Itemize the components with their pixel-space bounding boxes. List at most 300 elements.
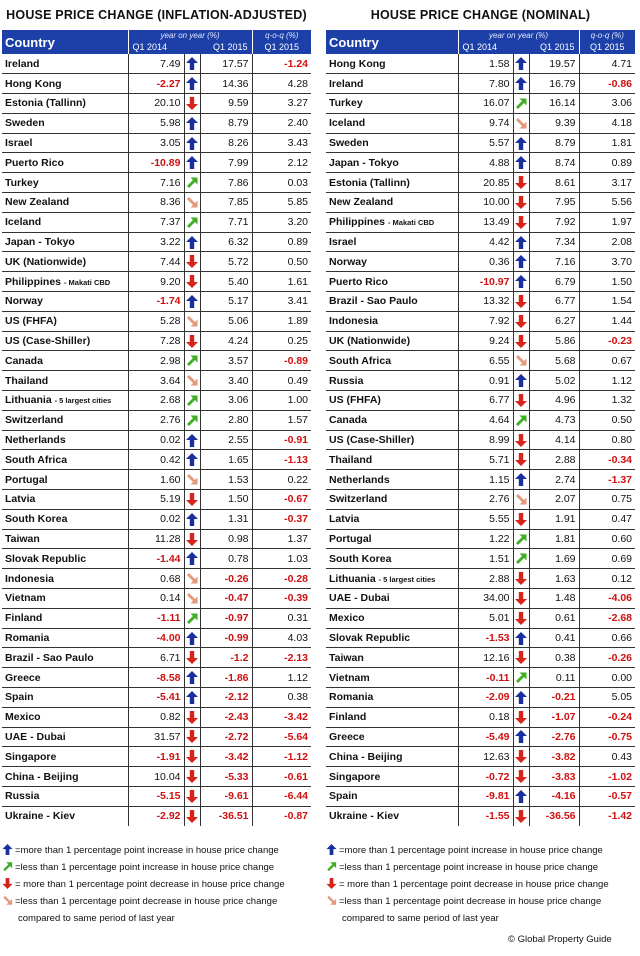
table-row [2,727,311,747]
country-cell [326,292,458,312]
table-row [326,490,635,510]
country-name: Lithuania [329,572,376,585]
q1-2014-cell: 3.22 [128,232,184,252]
change-arrow-cell [184,292,200,312]
qoq-cell: 3.70 [579,252,635,272]
down-big-arrow-icon [515,216,527,229]
change-arrow-cell [184,707,200,727]
table-row [2,410,311,430]
q1-2015-cell: 1.91 [529,509,579,529]
qoq-cell: 0.38 [252,688,311,708]
legend-text: =less than 1 percentage point increase in house price change [339,862,599,873]
q1-2014-cell: 5.57 [458,133,513,153]
change-arrow-cell [513,747,529,767]
change-arrow-cell [184,450,200,470]
country-cell [326,173,458,193]
country-cell [2,470,128,490]
q1-2015-cell: 6.79 [529,272,579,292]
legend-item [2,859,312,876]
up-big-arrow-icon [186,77,198,90]
country-cell [326,252,458,272]
qoq-cell: 0.50 [579,410,635,430]
qoq-label: q-o-q (%) [265,31,299,40]
country-header: Country [326,30,458,54]
table-row [326,212,635,232]
country-name: South Africa [5,453,68,466]
legend-note: compared to same period of last year [18,913,175,924]
country-header: Country [2,30,128,54]
qoq-cell: 1.44 [579,311,635,331]
change-arrow-cell [513,450,529,470]
q1-2014-cell: 0.36 [458,252,513,272]
change-arrow-cell [184,688,200,708]
q1-2015-cell: -0.21 [529,688,579,708]
country-cell [2,767,128,787]
q1-2015-cell: 7.34 [529,232,579,252]
country-name: China - Beijing [329,750,403,763]
table-row [2,252,311,272]
country-name: UK (Nationwide) [329,335,411,348]
country-cell [326,589,458,609]
country-name: Latvia [329,513,360,526]
up-big-arrow-icon [515,255,527,268]
down-small-arrow-icon [2,895,13,906]
table-row [2,648,311,668]
up-big-arrow-icon [186,632,198,645]
table-row [2,786,311,806]
up-big-arrow-icon [2,844,13,855]
q1-2015-cell: -2.43 [200,707,252,727]
change-arrow-cell [184,272,200,292]
table-row [326,767,635,787]
country-name: Norway [329,255,367,268]
change-arrow-cell [513,470,529,490]
down-big-arrow-icon [515,810,527,823]
q1-2015-header: Q1 2015 [539,42,575,52]
nominal-panel [326,0,635,826]
q1-2014-cell: -1.55 [458,806,513,826]
country-cell [326,153,458,173]
q1-2014-cell: 2.76 [128,410,184,430]
q1-2015-cell: 1.69 [529,549,579,569]
up-big-arrow-icon [186,156,198,169]
down-big-arrow-icon [186,730,198,743]
qoq-cell: 3.20 [252,212,311,232]
left-table-title: HOUSE PRICE CHANGE (INFLATION-ADJUSTED) [6,8,307,22]
qoq-cell: 0.49 [252,371,311,391]
country-cell [2,648,128,668]
country-name: Philippines [5,275,62,288]
country-name: Slovak Republic [329,632,411,644]
q1-2014-cell: 1.51 [458,549,513,569]
q1-2014-cell: -4.00 [128,628,184,648]
q1-2014-cell: 8.99 [458,430,513,450]
qoq-cell: 2.12 [252,153,311,173]
country-cell [326,509,458,529]
country-name: Sweden [329,137,369,150]
legend-text: =more than 1 percentage point increase in house price change [15,845,279,856]
table-row [2,430,311,450]
qoq-cell: 1.12 [579,371,635,391]
country-name: Puerto Rico [5,156,64,169]
change-arrow-cell [513,668,529,688]
country-cell [326,371,458,391]
change-arrow-cell [513,54,529,74]
qoq-cell: 0.67 [579,351,635,371]
q1-2015-cell: 5.02 [529,371,579,391]
down-big-arrow-icon [515,612,527,625]
table-row [326,193,635,213]
table-row [2,767,311,787]
country-cell [326,490,458,510]
q1-2014-cell: 9.20 [128,272,184,292]
q1-2014-cell: -0.72 [458,767,513,787]
right-table-title: HOUSE PRICE CHANGE (NOMINAL) [370,8,591,22]
change-arrow-cell [184,529,200,549]
q1-2014-header: Q1 2014 [132,42,168,52]
change-arrow-cell [513,311,529,331]
down-small-arrow-icon [515,117,527,130]
up-big-arrow-icon [186,434,198,447]
q1-2014-cell: 0.42 [128,450,184,470]
country-cell [326,608,458,628]
up-small-arrow-icon [186,176,198,189]
qoq-cell: -1.13 [252,450,311,470]
qoq-cell: 1.12 [252,668,311,688]
change-arrow-cell [184,767,200,787]
country-name: Vietnam [329,671,370,684]
q1-2015-cell: 8.74 [529,153,579,173]
q1-2014-cell: 1.15 [458,470,513,490]
inflation-adjusted-table [2,30,311,826]
down-big-arrow-icon [515,196,527,209]
q1-2014-cell: 10.00 [458,193,513,213]
q1-2014-cell: 13.49 [458,212,513,232]
up-big-arrow-icon [515,374,527,387]
country-cell [2,410,128,430]
qoq-cell: 0.50 [252,252,311,272]
country-name: Hong Kong [5,77,62,90]
q1-2015-cell: -5.33 [200,767,252,787]
table-row [2,628,311,648]
change-arrow-cell [184,490,200,510]
country-cell [326,786,458,806]
country-cell [326,410,458,430]
q1-2015-cell: 3.06 [200,391,252,411]
qoq-cell: -3.42 [252,707,311,727]
up-big-arrow-icon [515,236,527,249]
q1-2014-cell: -1.91 [128,747,184,767]
q1-2015-cell: 4.73 [529,410,579,430]
q1-2014-cell: -2.27 [128,74,184,94]
change-arrow-cell [184,371,200,391]
down-big-arrow-icon [515,394,527,407]
country-cell [2,806,128,826]
down-big-arrow-icon [515,335,527,348]
qoq-cell: -1.12 [252,747,311,767]
q1-2015-cell: 2.07 [529,490,579,510]
down-small-arrow-icon [186,572,198,585]
change-arrow-cell [184,94,200,114]
change-arrow-cell [184,193,200,213]
table-row [2,490,311,510]
country-name: Indonesia [329,315,379,328]
table-row [326,74,635,94]
country-name: US (Case-Shiller) [329,434,415,447]
qoq-cell: 1.61 [252,272,311,292]
change-arrow-cell [513,589,529,609]
change-arrow-cell [184,311,200,331]
q1-2015-cell: -2.76 [529,727,579,747]
credit [508,934,612,945]
qoq-cell: 4.28 [252,74,311,94]
qoq-cell: -0.28 [252,569,311,589]
country-cell [326,470,458,490]
q1-2015-cell: 0.38 [529,648,579,668]
change-arrow-cell [513,272,529,292]
country-name: Lithuania [5,394,52,407]
q1-2014-cell: 12.63 [458,747,513,767]
country-cell [2,786,128,806]
qoq-cell: 2.40 [252,113,311,133]
country-cell [326,450,458,470]
qoq-cell: -0.57 [579,786,635,806]
qoq-period-header: Q1 2015 [264,42,300,52]
q1-2014-cell: 4.88 [458,153,513,173]
table-row [326,786,635,806]
q1-2015-cell: 8.79 [529,133,579,153]
change-arrow-cell [513,549,529,569]
down-big-arrow-icon [515,711,527,724]
country-note: - Makati CBD [387,218,435,228]
change-arrow-cell [184,331,200,351]
country-cell [2,391,128,411]
change-arrow-cell [184,74,200,94]
down-big-arrow-icon [515,572,527,585]
qoq-cell: 2.08 [579,232,635,252]
country-cell [326,569,458,589]
up-small-arrow-icon [326,861,337,872]
qoq-cell: 0.31 [252,608,311,628]
table-row [2,747,311,767]
change-arrow-cell [184,747,200,767]
table-row [326,648,635,668]
qoq-cell: 0.75 [579,490,635,510]
q1-2014-cell: 6.55 [458,351,513,371]
country-cell [2,589,128,609]
table-row [326,410,635,430]
table-row [326,133,635,153]
qoq-cell: 0.00 [579,668,635,688]
up-big-arrow-icon [515,473,527,486]
table-header-row [2,30,311,54]
change-arrow-cell [184,549,200,569]
table-row [326,351,635,371]
q1-2015-cell: 7.16 [529,252,579,272]
country-name: UK (Nationwide) [5,255,87,268]
qoq-cell: 4.71 [579,54,635,74]
down-big-arrow-icon [186,533,198,546]
table-row [326,470,635,490]
q1-2015-cell: 2.74 [529,470,579,490]
up-small-arrow-icon [515,552,527,565]
down-big-arrow-icon [186,275,198,288]
qoq-cell: 3.27 [252,94,311,114]
table-row [2,311,311,331]
qoq-cell: -2.13 [252,648,311,668]
country-name: Finland [5,612,43,625]
q1-2014-cell: 7.49 [128,54,184,74]
change-arrow-cell [184,806,200,826]
change-arrow-cell [184,113,200,133]
change-arrow-cell [513,767,529,787]
country-name: Philippines [329,216,386,229]
country-cell [2,569,128,589]
q1-2014-cell: -5.15 [128,786,184,806]
country-name: Hong Kong [329,57,386,70]
up-small-arrow-icon [515,533,527,546]
q1-2014-cell: 1.58 [458,54,513,74]
country-cell [326,727,458,747]
country-cell [326,74,458,94]
q1-2014-cell: 0.02 [128,430,184,450]
table-row [326,292,635,312]
country-cell [2,371,128,391]
q1-2015-cell: -4.16 [529,786,579,806]
qoq-cell: -0.37 [252,509,311,529]
down-big-arrow-icon [515,513,527,526]
country-name: South Korea [5,513,68,526]
q1-2014-cell: -8.58 [128,668,184,688]
q1-2015-cell: 0.11 [529,668,579,688]
q1-2015-cell: 5.86 [529,331,579,351]
table-row [326,569,635,589]
down-big-arrow-icon [515,315,527,328]
up-small-arrow-icon [186,414,198,427]
qoq-label: q-o-q (%) [590,31,624,40]
table-row [326,94,635,114]
country-name: Turkey [5,176,39,189]
country-name: Latvia [5,493,36,506]
table-row [2,707,311,727]
q1-2015-header: Q1 2015 [212,42,248,52]
legend-left [2,842,312,927]
down-big-arrow-icon [186,770,198,783]
table-row [326,549,635,569]
q1-2015-cell: 1.31 [200,509,252,529]
q1-2014-cell: -10.89 [128,153,184,173]
change-arrow-cell [184,54,200,74]
q1-2015-cell: 8.26 [200,133,252,153]
country-name: New Zealand [329,196,394,209]
country-name: Russia [329,374,364,387]
country-name: Taiwan [5,533,40,546]
yoy-header [458,30,579,54]
qoq-cell: -6.44 [252,786,311,806]
q1-2015-cell: 0.98 [200,529,252,549]
country-name: Mexico [329,612,365,625]
down-small-arrow-icon [515,354,527,367]
q1-2015-cell: -3.42 [200,747,252,767]
q1-2015-cell: 7.99 [200,153,252,173]
down-small-arrow-icon [186,592,198,605]
up-small-arrow-icon [2,861,13,872]
change-arrow-cell [513,232,529,252]
change-arrow-cell [184,668,200,688]
q1-2015-cell: 7.86 [200,173,252,193]
table-row [326,688,635,708]
yoy-label: year on year (%) [160,31,220,40]
table-row [326,747,635,767]
down-big-arrow-icon [515,453,527,466]
country-name: US (FHFA) [329,394,381,407]
q1-2015-cell: 5.40 [200,272,252,292]
table-row [326,252,635,272]
change-arrow-cell [513,490,529,510]
country-cell [326,232,458,252]
table-row [2,193,311,213]
q1-2014-cell: 0.18 [458,707,513,727]
up-big-arrow-icon [186,691,198,704]
legend-text: =less than 1 percentage point increase in house price change [15,862,275,873]
q1-2015-cell: 5.17 [200,292,252,312]
country-name: Spain [329,790,358,803]
up-big-arrow-icon [186,671,198,684]
q1-2015-cell: 1.53 [200,470,252,490]
q1-2015-cell: -36.51 [200,806,252,826]
country-name: Puerto Rico [329,275,388,288]
change-arrow-cell [513,351,529,371]
country-name: UAE - Dubai [329,592,390,605]
table-row [2,212,311,232]
country-name: Indonesia [5,572,55,585]
qoq-cell: -1.24 [252,54,311,74]
qoq-cell: 0.89 [252,232,311,252]
q1-2015-cell: -1.2 [200,648,252,668]
country-name: Norway [5,295,43,308]
country-cell [326,668,458,688]
country-cell [326,133,458,153]
change-arrow-cell [184,430,200,450]
country-name: Canada [5,354,43,367]
country-cell [326,806,458,826]
table-row [2,589,311,609]
up-big-arrow-icon [326,844,337,855]
table-row [2,450,311,470]
country-name: South Africa [329,354,392,367]
down-big-arrow-icon [186,651,198,664]
down-big-arrow-icon [186,790,198,803]
legend-item [326,893,636,910]
change-arrow-cell [513,252,529,272]
change-arrow-cell [513,569,529,589]
table-row [326,173,635,193]
table-row [2,509,311,529]
qoq-cell: 0.80 [579,430,635,450]
q1-2014-cell: 20.10 [128,94,184,114]
country-name: Israel [329,236,357,249]
qoq-cell: 1.32 [579,391,635,411]
down-big-arrow-icon [515,176,527,189]
q1-2015-cell: 9.39 [529,113,579,133]
q1-2015-cell: -1.07 [529,707,579,727]
q1-2014-cell: -1.11 [128,608,184,628]
qoq-cell: -0.75 [579,727,635,747]
up-big-arrow-icon [515,77,527,90]
qoq-cell: 3.43 [252,133,311,153]
down-big-arrow-icon [186,255,198,268]
q1-2015-cell: 19.57 [529,54,579,74]
